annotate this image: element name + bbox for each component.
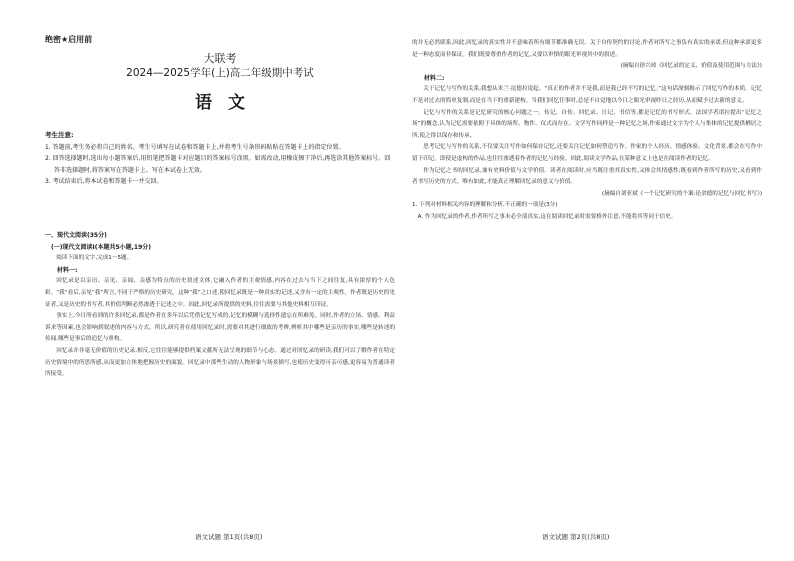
page-footer: 语文试题 第1页(共8页): [195, 533, 263, 541]
secret-label: 绝密★启用前: [45, 35, 93, 44]
right-body: [412, 38, 762, 224]
subsection-heading: (一)现代文阅读Ⅰ(本题共5小题,19分): [51, 243, 152, 251]
source-citation: (摘编自刘亚斌《一个记忆研究的个案:论余德的记忆与回忆书写》): [601, 190, 762, 197]
paragraph: 事实上,今日所看到的许多回忆录,都是作者在多年以后凭借记忆写成的,记忆的模糊与选择性遗忘在所难免。同时,作者的立场、情感、利益诉求等因素,也会影响到叙述的内容与方式。所以,研究者在使用回忆录时,需要对其进行细致的考辨,辨析其中哪些是亲历的事实,哪些是转述的传闻,哪些是事后的追忆与重构。: [45, 313, 395, 343]
paragraph: 回忆录并非毫无价值的历史记录,相反,它往往能够提供档案文献所无法呈现的细节与心态。通过对回忆录的研读,我们可以了解作者在特定历史情境中的所思所感,从而更加立体地把握历史的面貌。回忆录中那些生动的人物形象与场景描写,也使历史变得可亲可感,更容易为普通读者所接受。: [45, 347, 395, 378]
section-one: [45, 230, 395, 381]
paragraph: 记忆与写作的关系是记忆研究的核心问题之一。传记、自传、回忆录、日记、书信等,都是记忆的书写形式。法国学者诺拉提出“记忆之场”的概念,认为记忆需要依附于具体的场所、物件、仪式而存在。文学写作同样是一种记忆之场,作家通过文字为个人与集体的记忆提供栖居之所,使之得以保存和传承。: [412, 109, 762, 139]
material-one-label: 材料一:: [57, 266, 78, 274]
section-heading: 一、现代文阅读(35分): [45, 232, 107, 239]
paragraph: 关于记忆与写作的关系,我想从米兰·昆德拉说起。“真正的作者并不是我,而是我已经不写的记忆。”这句话深刻揭示了回忆写作的本质。记忆不是对过去的简单复制,而是在当下的重新建构。当我们回忆往事时,总是不自觉地以今日之眼光审视昨日之经历,从而赋予过去新的意义。: [412, 86, 762, 104]
exam-notes: [45, 130, 395, 188]
left-page: [45, 0, 395, 561]
question-stem: 1. 下列对材料相关内容的理解和分析,不正确的一项是(3分): [412, 202, 558, 209]
source-citation: (摘编自徐兴琼《回忆录的定义、价值及使用范围与方法》): [620, 63, 762, 70]
exam-name: 大联考: [203, 52, 237, 65]
notes-item: 2. 回答选择题时,选出每小题答案后,用铅笔把答题卡对应题目的答案标号涂黑。如需改动,用橡皮擦干净后,再选涂其他答案标号。回答非选择题时,将答案写在答题卡上。写在本试卷上无效。: [45, 155, 391, 174]
page-footer: 语文试题 第2页(共8页): [542, 533, 610, 541]
notes-item: 3. 考试结束后,将本试卷和答题卡一并交回。: [45, 178, 163, 186]
subject-title: 语文: [195, 93, 261, 113]
paragraph: 回忆录是以亲历、亲见、亲闻、亲感为特点的历史叙述文体,它融入作者的主观情感,内容在过去与当下之间往复,具有浓厚的个人色彩。“我”看后,亲见“我”所言,不同于严格的历史研究。这种“我”之口述,使回忆录既是一种真实的记述,又含有一定的主观性。作者既是历史的见证者,又是历史的书写者,其价值判断必然渗透于记述之中。因此,回忆录所提供的史料,往往需要与其他史料相互印证。: [45, 278, 395, 308]
material-two-label: 材料二:: [424, 74, 445, 82]
paragraph: 的并无必然联系,因此,回忆录的真实性并不意味着所有细节都准确无误。关于自传契约的讨论,作者对所写之事负有真实的承诺,但这种承诺更多是一种态度而非保证。我们既要尊重作者的记忆,又要以审慎的眼光审视其中的叙述。: [412, 40, 762, 58]
notes-item: 1. 答题前,考生务必将自己的姓名、考生号填写在试卷和答题卡上,并将考生号条形码粘贴在答题卡上的指定位置。: [45, 143, 345, 151]
exam-year: 2024—2025学年(上)高二年级期中考试: [126, 67, 314, 79]
paragraph: 作为记忆之书的回忆录,兼有史料价值与文学价值。读者在阅读时,应当既注重其真实性,又体会其情感性;既看到作者所写的历史,又看到作者书写历史的方式。唯有如此,才能真正理解回忆录的意义与价值。: [412, 167, 762, 186]
reading-instruction: 阅读下面的文字,完成1～5题。: [56, 255, 133, 262]
notes-heading: 考生注意:: [45, 131, 74, 139]
answer-option: A. 作为回忆录的作者,作者所写之事未必全部真实,这在阅读回忆录时需要格外注意,不能将其等同于信史。: [417, 213, 677, 220]
right-page: [412, 0, 762, 561]
title-block: [45, 52, 395, 113]
paragraph: 思考记忆与写作的关系,不仅要关注写作如何保存记忆,还要关注记忆如何塑造写作。作家的个人经历、情感体验、文化背景,都会在写作中留下印记。即使是虚构的作品,也往往渗透着作者的记忆与经验。因此,阅读文学作品,在某种意义上也是在阅读作者的记忆。: [412, 144, 762, 162]
